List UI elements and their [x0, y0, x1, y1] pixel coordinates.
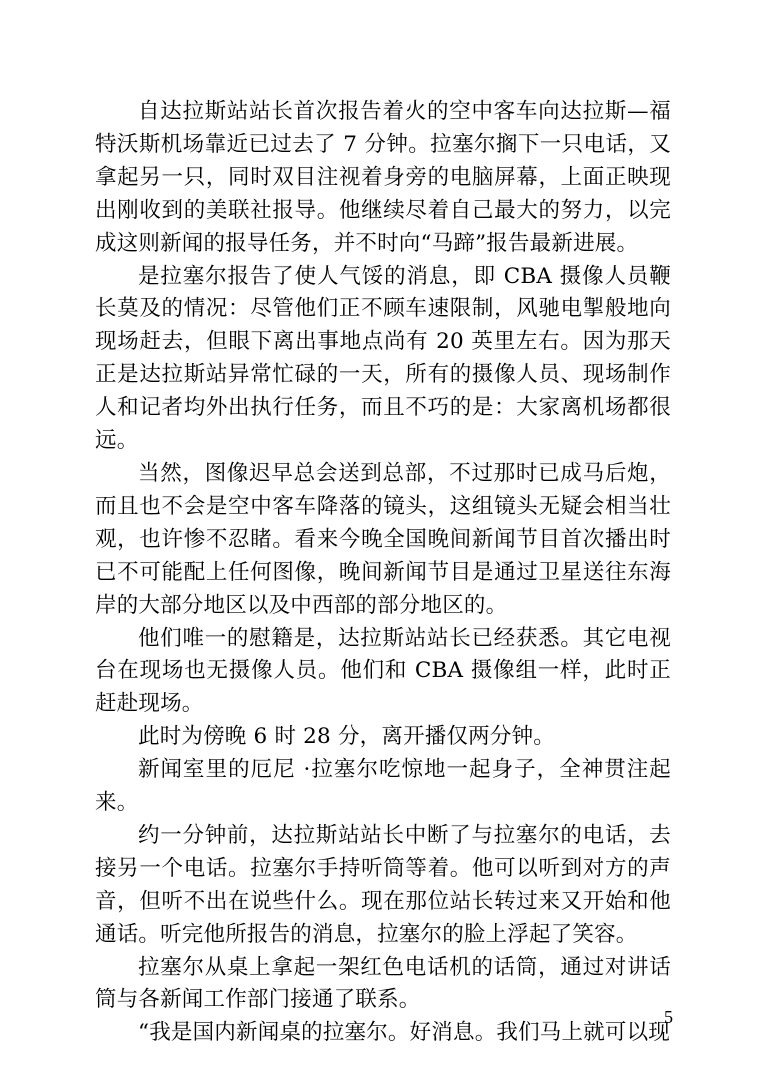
page-number: 5 — [664, 1007, 673, 1027]
paragraph: 自达拉斯站站长首次报告着火的空中客车向达拉斯—福特沃斯机场靠近已过去了 7 分钟。拉塞尔搁下一只电话，又拿起另一只，同时双目注视着身旁的电脑屏幕，上面正映现出刚收到的美联社报导。他继续尽着自己最大的努力，以完成这则新闻的报导任务，并不时向“马蹄”报告最新进展。 — [95, 99, 671, 256]
paragraph: 他们唯一的慰籍是，达拉斯站站长已经获悉。其它电视台在现场也无摄像人员。他们和 CBA 摄像组一样，此时正赶赴现场。 — [95, 625, 671, 717]
paragraph: 约一分钟前，达拉斯站站长中断了与拉塞尔的电话，去接另一个电话。拉塞尔手持听筒等着。他可以听到对方的声音，但听不出在说些什么。现在那位站长转过来又开始和他通话。听完他所报告的消息，拉塞尔的脸上浮起了笑容。 — [95, 822, 671, 947]
paragraph: 当然，图像迟早总会送到总部，不过那时已成马后炮，而且也不会是空中客车降落的镜头，这组镜头无疑会相当壮观，也许惨不忍睹。看来今晚全国晚间新闻节目首次播出时已不可能配上任何图像，晚间新闻节目是通过卫星送往东海岸的大部分地区以及中西部的部分地区的。 — [95, 460, 671, 618]
paragraph: 新闻室里的厄尼 ·拉塞尔吃惊地一起身子，全神贯注起来。 — [95, 757, 671, 816]
text-body — [95, 96, 671, 1050]
paragraph: “我是国内新闻桌的拉塞尔。好消息。我们马上就可以现 — [138, 1020, 670, 1046]
paragraph: 此时为傍晚 6 时 28 分，离开播仅两分钟。 — [138, 724, 555, 750]
paragraph: 是拉塞尔报告了使人气馁的消息，即 CBA 摄像人员鞭长莫及的情况：尽管他们正不顾车速限制，风驰电掣般地向现场赶去，但眼下离出事地点尚有 20 英里左右。因为那天正是达拉斯站异常忙碌的一天，所有的摄像人员、现场制作人和记者均外出执行任务，而且不巧的是：大家离机场都很远。 — [95, 263, 671, 454]
paragraph: 拉塞尔从桌上拿起一架红色电话机的话筒，通过对讲话筒与各新闻工作部门接通了联系。 — [95, 954, 671, 1013]
